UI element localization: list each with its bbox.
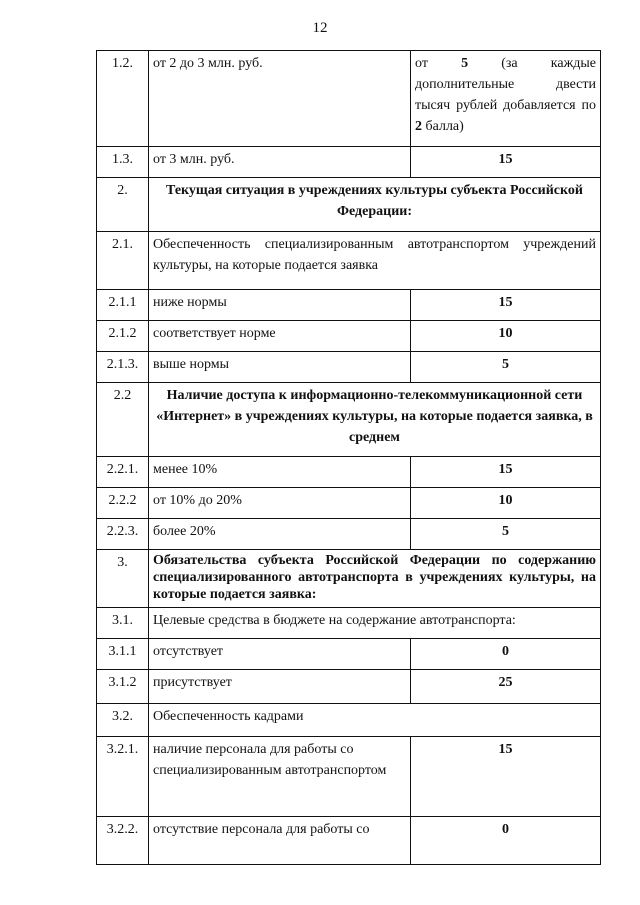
row-number: 3.1. bbox=[97, 608, 149, 639]
table-row bbox=[97, 519, 601, 550]
row-label: от 10% до 20% bbox=[149, 488, 411, 519]
row-label: от 2 до 3 млн. руб. bbox=[149, 51, 411, 147]
table-row bbox=[97, 704, 601, 737]
row-value: 15 bbox=[411, 457, 601, 488]
row-number: 2.1.1 bbox=[97, 290, 149, 321]
table-row bbox=[97, 817, 601, 865]
row-value: 5 bbox=[411, 519, 601, 550]
row-label: более 20% bbox=[149, 519, 411, 550]
row-label: выше нормы bbox=[149, 352, 411, 383]
criteria-table bbox=[96, 50, 601, 865]
table-row bbox=[97, 639, 601, 670]
table-row bbox=[97, 321, 601, 352]
row-value: 15 bbox=[411, 147, 601, 178]
row-number: 2.2.2 bbox=[97, 488, 149, 519]
section-heading: Наличие доступа к информационно-телекоммуникационной сети «Интернет» в учреждениях культуры, на которые подается заявка, в среднем bbox=[149, 383, 601, 457]
row-label: ниже нормы bbox=[149, 290, 411, 321]
row-number: 2.1.3. bbox=[97, 352, 149, 383]
section-heading: Текущая ситуация в учреждениях культуры субъекта Российской Федерации: bbox=[149, 178, 601, 232]
row-value: 10 bbox=[411, 488, 601, 519]
table-row bbox=[97, 457, 601, 488]
row-label: отсутствие персонала для работы со bbox=[149, 817, 411, 865]
row-label: менее 10% bbox=[149, 457, 411, 488]
table-row bbox=[97, 290, 601, 321]
page-number: 12 bbox=[312, 20, 328, 36]
row-text: Обеспеченность специализированным автотранспортом учреждений культуры, на которые подается заявка bbox=[149, 232, 601, 290]
row-number: 2.1.2 bbox=[97, 321, 149, 352]
row-value: 0 bbox=[411, 639, 601, 670]
row-number: 1.2. bbox=[97, 51, 149, 147]
row-label: отсутствует bbox=[149, 639, 411, 670]
row-number: 3.2.1. bbox=[97, 737, 149, 817]
row-label: наличие персонала для работы со специализированным автотранспортом bbox=[149, 737, 411, 817]
row-value: 15 bbox=[411, 737, 601, 817]
section-heading: Обязательства субъекта Российской Федерации по содержанию специализированного автотранспорта в учреждениях культуры, на которые подается заявка: bbox=[149, 550, 601, 608]
table-row bbox=[97, 232, 601, 290]
row-number: 2. bbox=[97, 178, 149, 232]
row-text: Обеспеченность кадрами bbox=[149, 704, 601, 737]
row-number: 3.2. bbox=[97, 704, 149, 737]
row-number: 3.1.2 bbox=[97, 670, 149, 704]
table-row bbox=[97, 670, 601, 704]
row-value: 25 bbox=[411, 670, 601, 704]
table-row bbox=[97, 352, 601, 383]
table-row bbox=[97, 383, 601, 457]
row-text: Целевые средства в бюджете на содержание автотранспорта: bbox=[149, 608, 601, 639]
table-row bbox=[97, 737, 601, 817]
row-number: 1.3. bbox=[97, 147, 149, 178]
row-value: 15 bbox=[411, 290, 601, 321]
table-row bbox=[97, 488, 601, 519]
table-row bbox=[97, 147, 601, 178]
row-number: 2.1. bbox=[97, 232, 149, 290]
row-value: 5 bbox=[411, 352, 601, 383]
row-label: соответствует норме bbox=[149, 321, 411, 352]
row-value: 10 bbox=[411, 321, 601, 352]
row-number: 3.1.1 bbox=[97, 639, 149, 670]
table-row bbox=[97, 51, 601, 147]
row-number: 2.2 bbox=[97, 383, 149, 457]
table-row bbox=[97, 178, 601, 232]
row-number: 3. bbox=[97, 550, 149, 608]
table-row bbox=[97, 550, 601, 608]
row-number: 3.2.2. bbox=[97, 817, 149, 865]
row-number: 2.2.1. bbox=[97, 457, 149, 488]
row-value: 0 bbox=[411, 817, 601, 865]
row-number: 2.2.3. bbox=[97, 519, 149, 550]
row-value: от 5 (за каждые дополнительные двести тысяч рублей добавляется по 2 балла) bbox=[411, 51, 601, 147]
table-row bbox=[97, 608, 601, 639]
row-label: от 3 млн. руб. bbox=[149, 147, 411, 178]
row-label: присутствует bbox=[149, 670, 411, 704]
